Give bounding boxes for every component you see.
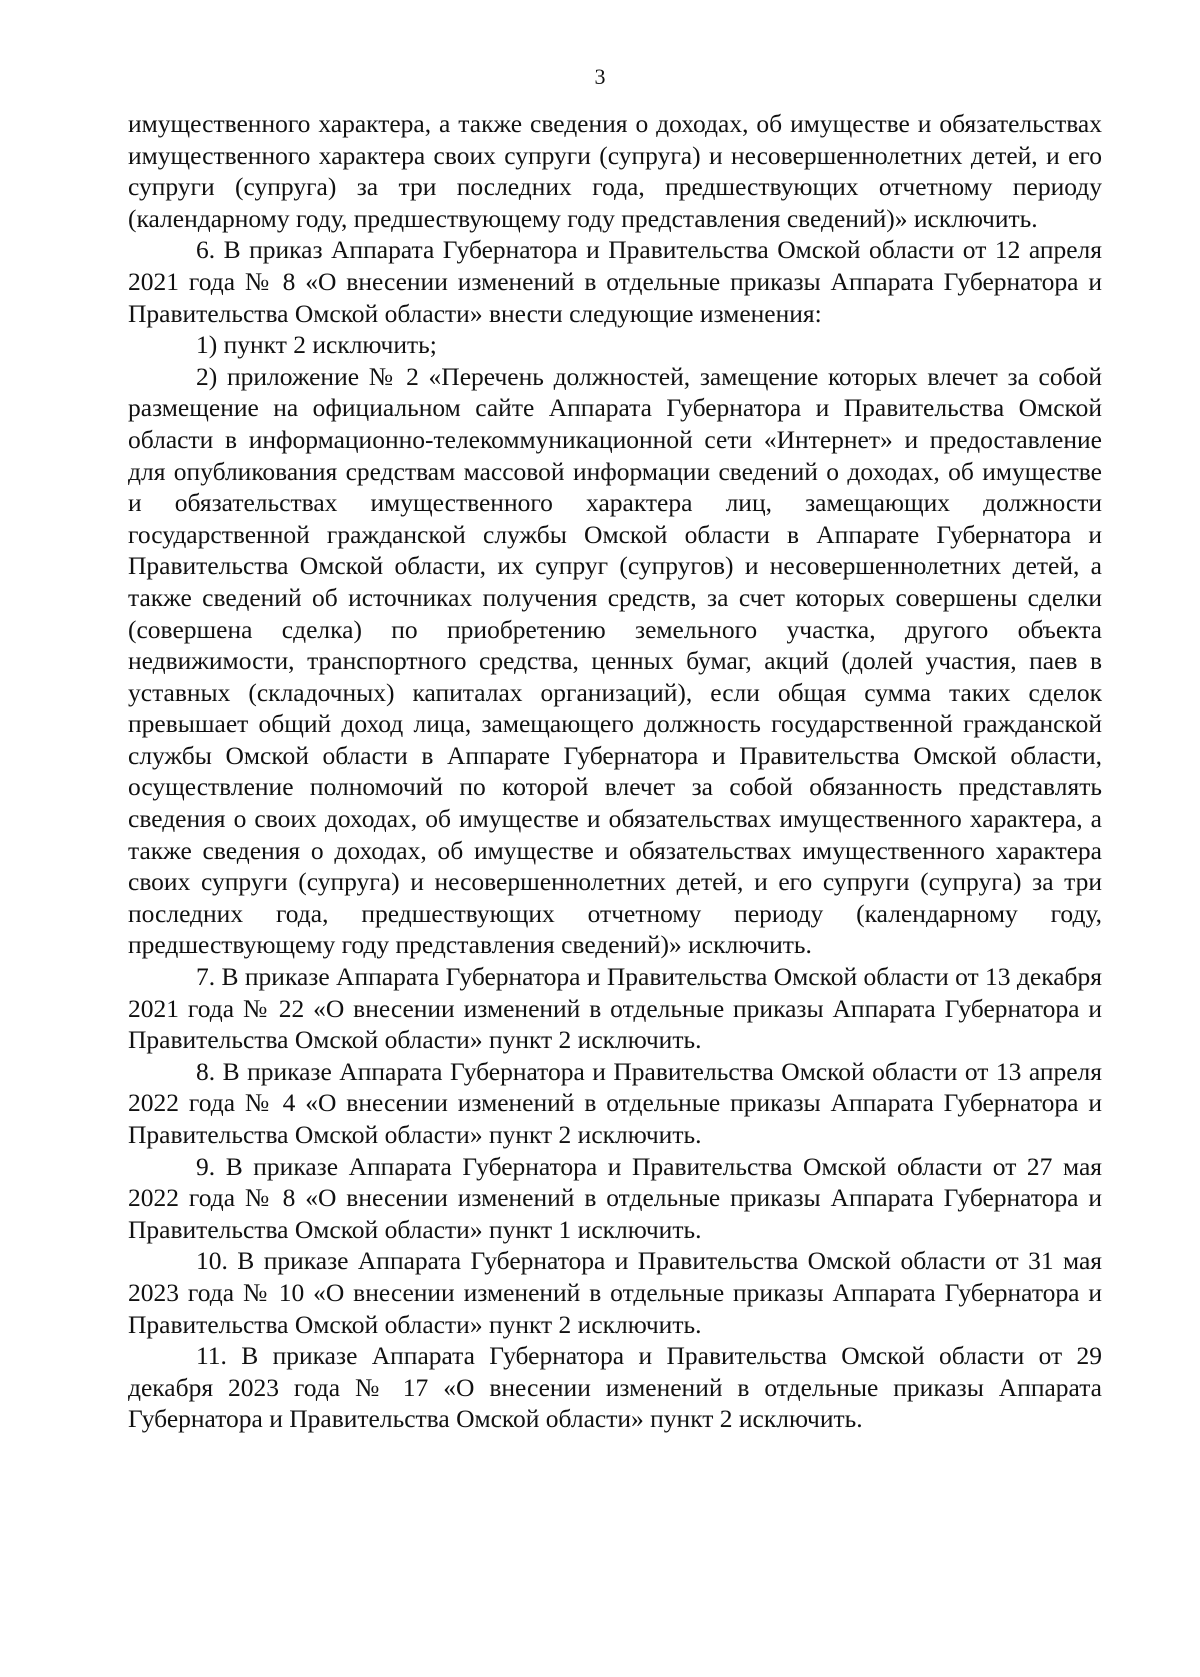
paragraph-item-6: 6. В приказ Аппарата Губернатора и Правительства Омской области от 12 апреля 2021 года № 8 «О внесении изменений в отдельные приказы Аппарата Губернатора и Правительства Омской области» внести следующие изменения: [128,235,1102,328]
paragraph-subitem-1: 1) пункт 2 исключить; [196,330,437,360]
page-number: 3 [594,64,606,89]
paragraph-item-9: 9. В приказе Аппарата Губернатора и Правительства Омской области от 27 мая 2022 года № 8 «О внесении изменений в отдельные приказы Аппарата Губернатора и Правительства Омской области» пункт 1 исключить. [128,1151,1102,1244]
paragraph-item-7: 7. В приказе Аппарата Губернатора и Правительства Омской области от 13 декабря 2021 года № 22 «О внесении изменений в отдельные приказы Аппарата Губернатора и Правительства Омской области» пункт 2 исключить. [128,962,1102,1055]
document-body [128,108,1102,1435]
paragraph-subitem-2: 2) приложение № 2 «Перечень должностей, замещение которых влечет за собой размещение на официальном сайте Аппарата Губернатора и Правительства Омской области в информационно-телекоммуникационной сети «Интернет» и предоставление для опубликования средствам массовой информации сведений о доходах, об имуществе и обязательствах имущественного характера лиц, замещающих должности государственной гражданской службы Омской области в Аппарате Губернатора и Правительства Омской области, их супруг (супругов) и несовершеннолетних детей, а также сведений об источниках получения средств, за счет которых совершены сделки (совершена сделка) по приобретению земельного участка, другого объекта недвижимости, транспортного средства, ценных бумаг, акций (долей участия, паев в уставных (складочных) капиталах организаций), если общая сумма таких сделок превышает общий доход лица, замещающего должность государственной гражданской службы Омской области в Аппарате Губернатора и Правительства Омской области, осуществление полномочий по которой влечет за собой обязанность представлять сведения о своих доходах, об имуществе и обязательствах имущественного характера, а также сведения о доходах, об имуществе и обязательствах имущественного характера своих супруги (супруга) и несовершеннолетних детей, и его супруги (супруга) за три последних года, предшествующих отчетному периоду (календарному году, предшествующему году представления сведений)» исключить. [128,361,1102,960]
paragraph-item-11: 11. В приказе Аппарата Губернатора и Правительства Омской области от 29 декабря 2023 года № 17 «О внесении изменений в отдельные приказы Аппарата Губернатора и Правительства Омской области» пункт 2 исключить. [128,1341,1102,1434]
paragraph-item-8: 8. В приказе Аппарата Губернатора и Правительства Омской области от 13 апреля 2022 года № 4 «О внесении изменений в отдельные приказы Аппарата Губернатора и Правительства Омской области» пункт 2 исключить. [128,1056,1102,1149]
paragraph-continuation: имущественного характера, а также сведения о доходах, об имуществе и обязательствах имущественного характера своих супруги (супруга) и несовершеннолетних детей, и его супруги (супруга) за три последних года, предшествующих отчетному периоду (календарному году, предшествующему году представления сведений)» исключить. [128,109,1102,233]
paragraph-item-10: 10. В приказе Аппарата Губернатора и Правительства Омской области от 31 мая 2023 года № 10 «О внесении изменений в отдельные приказы Аппарата Губернатора и Правительства Омской области» пункт 2 исключить. [128,1246,1102,1339]
